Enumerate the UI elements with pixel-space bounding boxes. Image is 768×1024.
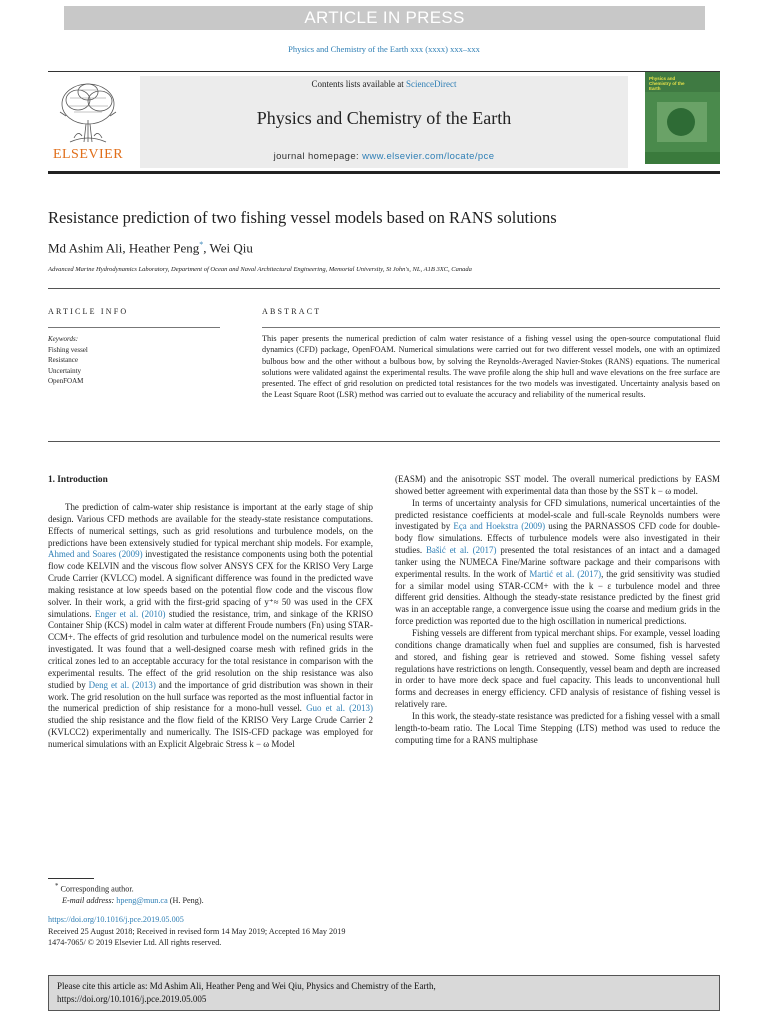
body-text: and the importance of grid distribution was shown in their work. The grid resolution on the hull surface was reported as the most influential factor in the numerical prediction of ship resistance for a mono-hull vessel. (48, 679, 373, 714)
footnotes (48, 881, 720, 906)
journal-cover-image[interactable] (645, 72, 720, 164)
body-text: In terms of uncertainty analysis for CFD simulations, numerical uncertainties of the predicted resistance coefficients at model-scale and full-scale Reynolds numbers were investigated by (395, 497, 720, 532)
citation-link[interactable]: Guo et al. (2013) (306, 703, 374, 714)
email-suffix: (H. Peng). (167, 895, 204, 905)
affiliation: Advanced Marine Hydrodynamics Laboratory, Department of Ocean and Naval Architectural Engineering, Memorial University, St John's, NL, A1B 3XC, Canada (48, 266, 472, 273)
keyword-item: Fishing vessel (48, 345, 88, 354)
cover-title-text: Physics and Chemistry of the Earth (649, 76, 685, 91)
doi-block (48, 914, 720, 949)
keywords-block (48, 334, 220, 387)
keywords-label: Keywords: (48, 335, 79, 343)
email-link[interactable]: hpeng@mun.ca (116, 895, 168, 905)
contents-available-line (140, 79, 628, 89)
citation-link[interactable]: Martić et al. (2017) (529, 568, 602, 579)
sciencedirect-link[interactable]: ScienceDirect (406, 79, 457, 89)
section-heading-introduction: 1. Introduction (48, 475, 108, 485)
body-paragraph (48, 502, 373, 751)
citation-link[interactable]: Eça and Hoekstra (2009) (453, 521, 546, 532)
keyword-item: Uncertainty (48, 366, 82, 375)
body-column-right (395, 474, 720, 746)
body-text: studied the ship resistance and the flow field of the KRISO Very Large Crude Carrier 2 (KVLCC2) experimentally and numerically. The ISIS-CFD package was employed for numerical simulations with an Explicit Algebraic Stress k − ω Model (48, 715, 373, 749)
article-info-rule (48, 327, 220, 328)
body-paragraph: In this work, the steady-state resistance was predicted for a fishing vessel with a small length-to-beam ratio. The Local Time Stepping (LTS) method was used to reduce the computing time for a RANS multiphase (395, 710, 721, 745)
corresponding-author-footnote (48, 881, 720, 895)
citation-box-text (57, 980, 712, 1005)
footnote-rule (48, 878, 94, 879)
homepage-prefix: journal homepage: (273, 151, 363, 162)
keyword-item: OpenFOAM (48, 377, 84, 386)
abstract-divider (48, 441, 720, 442)
journal-homepage-line (140, 151, 628, 162)
received-dates: Received 25 August 2018; Received in revised form 14 May 2019; Accepted 16 May 2019 (48, 926, 346, 936)
authors-last: , Wei Qiu (203, 240, 253, 256)
journal-reference: Physics and Chemistry of the Earth xxx (xxxx) xxx–xxx (288, 44, 480, 54)
article-in-press-banner: ARTICLE IN PRESS (64, 6, 705, 30)
footnote-mark: * (55, 883, 59, 890)
body-paragraph: Fishing vessels are different from typical merchant ships. For example, vessel loading conditions change dramatically when fuel and supplies are consumed, fish is harvested and stored, and fishing gear is retrieved and stowed. Some fishing vessel safety regulations have restrictions on length. Consequently, vessel beam and depth are increased in order to have more deck space and fuel capacity. This leads to unconventional hull forms and decreases in energy efficiency. CFD analysis of resistance of fishing vessel is relatively rare. (395, 627, 720, 710)
body-paragraph (395, 498, 720, 628)
copyright-line: 1474-7065/ © 2019 Elsevier Ltd. All rights reserved. (48, 938, 222, 947)
citation-link[interactable]: Ahmed and Soares (2009) (48, 549, 143, 560)
email-footnote (48, 895, 720, 906)
body-text: The prediction of calm-water ship resistance is important at the early stage of ship design. Various CFD methods are available for the steady-state resistance computations. Effects of numerical settings, such as grid resolutions and turbulence models, on the predictions have been extensively studied for typical merchant ship models. For example, (48, 502, 373, 548)
citation-link[interactable]: Enger et al. (2010) (94, 608, 166, 619)
citation-link[interactable]: Bašić et al. (2017) (425, 545, 497, 556)
masthead-bottom-rule (48, 171, 720, 174)
elsevier-wordmark: ELSEVIER (52, 147, 124, 162)
footnote-text: Corresponding author. (58, 884, 134, 894)
doi-link[interactable]: https://doi.org/10.1016/j.pce.2019.05.005 (48, 915, 184, 924)
journal-homepage-link[interactable]: www.elsevier.com/locate/pce (362, 151, 495, 162)
masthead-top-rule (48, 71, 720, 72)
journal-title: Physics and Chemistry of the Earth (256, 108, 512, 128)
body-column-left (48, 502, 373, 751)
abstract-rule (262, 327, 720, 328)
keyword-item: Resistance (48, 356, 78, 365)
body-text: using the PARNASSOS CFD code for double-body flow simulations. Effects of turbulence models were also investigated in their studies. (395, 521, 721, 556)
corresponding-author-mark[interactable]: * (199, 240, 204, 249)
abstract-heading: ABSTRACT (262, 307, 322, 316)
cite-line-1: Please cite this article as: Md Ashim Ali, Heather Peng and Wei Qiu, Physics and Chemistry of the Earth, (57, 981, 436, 991)
title-divider (48, 288, 720, 289)
paper-title: Resistance prediction of two fishing vessel models based on RANS solutions (48, 208, 557, 227)
body-text: presented the total resistances of an intact and a damaged tanker using the NUMECA Fine/Marine software package and their comparisons with experimental results. In the work of (395, 545, 720, 579)
authors-first: Md Ashim Ali, Heather Peng (48, 240, 200, 256)
body-paragraph: (EASM) and the anisotropic SST model. The overall numerical predictions by EASM showed better agreement with experimental data than those by the SST k − ω model. (395, 474, 720, 496)
body-text: studied the resistance, trim, and sinkage of the KRISO Container Ship (KCS) model in calm water at different Froude numbers (Fn) using STAR-CCM+. The effects of grid resolution and turbulence model on the numerical results were investigated. It was found that a well-designed coarse mesh with refined grids in the critical zones led to an acceptable accuracy for the total resistance in comparison with the experimental results. The effect of the grid resolution on the ship resistance was also studied by (48, 608, 373, 690)
cite-line-2: https://doi.org/10.1016/j.pce.2019.05.005 (57, 993, 207, 1004)
article-info-heading: ARTICLE INFO (48, 307, 129, 316)
contents-prefix: Contents lists available at (311, 79, 406, 89)
author-list (48, 240, 720, 256)
abstract-text: This paper presents the numerical prediction of calm water resistance of a fishing vessel using the open-source computational fluid dynamics (CFD) package, OpenFOAM. Numerical simulations were carried out for two different vessel models, one with an optimized bulbous bow and the other without a bulbous bow, by solving the Reynolds-Averaged Navier-Stokes (RANS) equations. The numerical solutions were validated against the experimental results. The wave profile along the ship hull and wave elevations on the free surface are presented. The effect of grid resolution on predicted total resistances for the two models was investigated. Uncertainty analysis based on the Least Square Root (LSR) method was carried out to evaluate the accuracy and reliability of the numerical results. (262, 334, 720, 400)
email-label: E-mail address: (62, 895, 117, 905)
body-text: investigated the resistance components using both the potential flow code KELVIN and the viscous flow solver ANSYS CFX for the KRISO Very Large Crude Carrier (KVLCC) model. A significant difference was found in the predicted wave making resistance at low speeds based on the potential flow code and the viscous flow solver. In their work, a grid with the first-grid spacing of y⁺≈ 50 was used in the CFX simulations. (48, 549, 373, 619)
citation-link[interactable]: Deng et al. (2013) (88, 679, 156, 690)
body-text: , the grid sensitivity was studied for a similar model using STAR-CCM+ with the k − ε turbulence model and three different grid densities. Although the steady-state resistance predicted by the finest grid was in an acceptable range, a convergence issue using the coarse and medium grids in the force prediction was reported due to the high oscillation in numerical predictions. (395, 568, 720, 627)
